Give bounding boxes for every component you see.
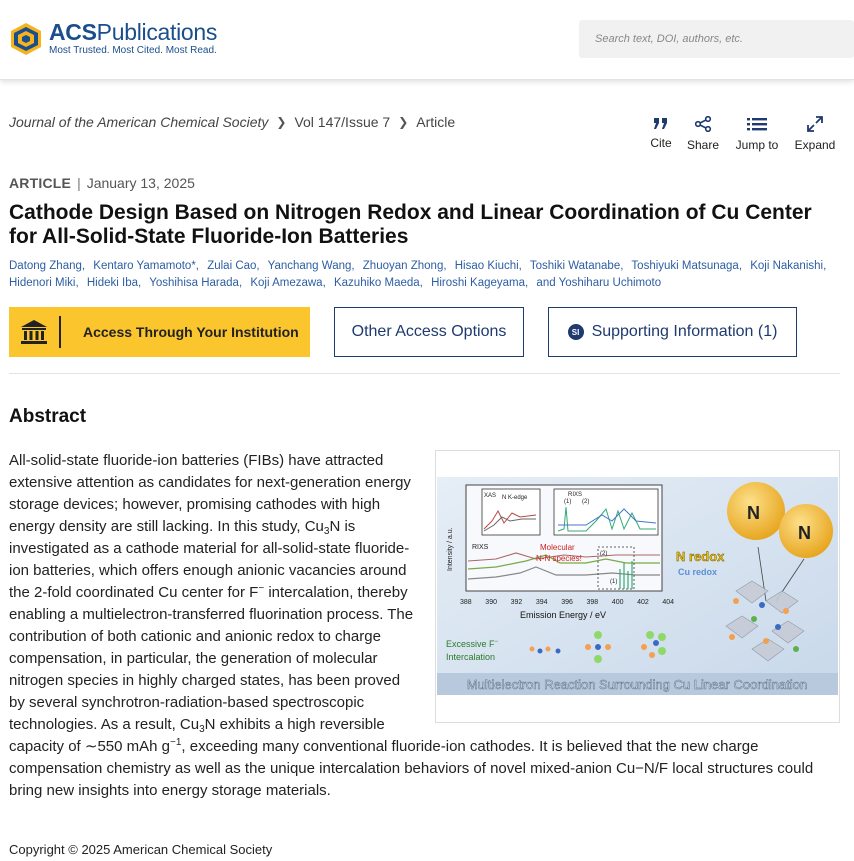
- svg-text:N: N: [747, 503, 760, 523]
- breadcrumb-journal[interactable]: Journal of the American Chemical Society: [9, 114, 269, 130]
- svg-text:XAS: XAS: [484, 493, 497, 499]
- svg-text:Cu redox: Cu redox: [678, 567, 718, 577]
- author-link[interactable]: and Yoshiharu Uchimoto: [536, 277, 662, 289]
- author-link[interactable]: Toshiyuki Matsunaga,: [631, 260, 743, 272]
- breadcrumb-issue[interactable]: Vol 147/Issue 7: [294, 114, 391, 130]
- jump-to-label: Jump to: [735, 138, 779, 152]
- svg-text:Molecular: Molecular: [540, 543, 575, 552]
- author-link[interactable]: Hidenori Miki,: [9, 277, 79, 289]
- author-link[interactable]: Hideki Iba,: [86, 277, 142, 289]
- quote-icon: [653, 116, 669, 130]
- tick-label: 400: [611, 599, 624, 606]
- chevron-right-icon: ❯: [398, 115, 409, 129]
- tick-label: 398: [586, 599, 599, 606]
- author-link[interactable]: Toshiki Watanabe,: [529, 260, 624, 272]
- author-link[interactable]: Hiroshi Kageyama,: [431, 277, 529, 289]
- site-header: [0, 0, 854, 80]
- svg-text:N: N: [798, 523, 811, 543]
- svg-text:(1): (1): [564, 499, 572, 505]
- author-link[interactable]: Kazuhiko Maeda,: [333, 277, 423, 289]
- other-access-label: Other Access Options: [351, 323, 507, 340]
- tick-label: 388: [460, 599, 472, 606]
- svg-text:Intercalation: Intercalation: [446, 652, 496, 662]
- supporting-info-label: Supporting Information (1): [591, 323, 778, 340]
- jump-to-button[interactable]: [734, 116, 780, 152]
- institution-icon: [20, 319, 48, 345]
- expand-label: Expand: [794, 138, 836, 152]
- svg-text:Emission Energy / eV: Emission Energy / eV: [520, 610, 607, 620]
- svg-text:N K-edge: N K-edge: [502, 495, 528, 501]
- svg-text:Intensity / a.u.: Intensity / a.u.: [447, 527, 454, 571]
- tick-label: 392: [510, 599, 523, 606]
- abstract-text: All-solid-state fluoride-ion batteries (FIBs) have attracted extensive attention as candidates for next-generation energy storage devices; however, promising cathodes with high energy density are still lacking. In this study, $Cu_3N$ is investigated as a cathode material for all-solid-state fluoride-ion batteries, which offers enough anionic vacancies around the 2-fold coordinated Cu center for F− intercalation, thereby enabling a multielectron-transferred fluorination process. The contribution of both cationic and anionic redox to charge compensation, in particular, the generation of molecular nitrogen species in highly charged states, has been proved by several synchrotron-radiation-based spectroscopic technologies. As a result, $Cu_3N$ exhibits a high reversible capacity of ∼550 mAh $g^{-1}$, exceeding many conventional fluoride-ion cathodes. It is believed that the new charge compensation chemistry as well as the unique intercalation behaviors of novel mixed-anion Cu−N/F local structures could bring new insights into energy storage materials.: [9, 452, 814, 799]
- author-link[interactable]: Kentaro Yamamoto*,: [93, 260, 199, 272]
- list-icon: [746, 116, 768, 132]
- svg-text:N-N species!: N-N species!: [536, 554, 582, 563]
- svg-text:N redox: N redox: [676, 549, 725, 564]
- expand-icon: [806, 116, 824, 132]
- article-type: ARTICLE: [9, 175, 72, 191]
- breadcrumb-section: Article: [416, 114, 456, 130]
- breadcrumb: [9, 114, 455, 130]
- share-icon: [693, 116, 713, 132]
- tick-label: 396: [561, 599, 573, 606]
- svg-text:RIXS: RIXS: [472, 544, 489, 551]
- tick-label: 402: [637, 599, 649, 606]
- article-title: Cathode Design Based on Nitrogen Redox and Linear Coordination of Cu Center for All-Solid-State Fluoride-Ion Batteries: [9, 201, 812, 248]
- chevron-right-icon: ❯: [276, 115, 287, 129]
- share-button[interactable]: [686, 116, 720, 152]
- share-label: Share: [686, 138, 720, 152]
- svg-text:Multielectron Reaction Surroun: Multielectron Reaction Surrounding Cu Linear Coordination: [466, 677, 808, 692]
- author-link[interactable]: Koji Nakanishi,: [750, 260, 827, 272]
- access-institution-label: Access Through Your Institution: [83, 324, 299, 340]
- svg-text:Excessive F−: Excessive F−: [446, 639, 499, 649]
- search-box[interactable]: [579, 20, 854, 58]
- acs-hexagon-icon: [8, 21, 44, 57]
- toc-graphic-image: [436, 451, 839, 722]
- tick-label: 390: [485, 599, 497, 606]
- divider: [9, 373, 840, 374]
- svg-text:(1): (1): [610, 579, 618, 585]
- article-tools: [640, 116, 840, 156]
- svg-text:(2): (2): [582, 499, 590, 505]
- article-meta: ARTICLE | January 13, 2025: [9, 175, 195, 191]
- svg-text:RIXS: RIXS: [568, 492, 583, 498]
- author-link[interactable]: Koji Amezawa,: [250, 277, 326, 289]
- cite-button[interactable]: [650, 116, 672, 150]
- access-institution-button[interactable]: [9, 307, 310, 357]
- si-icon: SI: [568, 324, 584, 340]
- supporting-info-button[interactable]: [548, 307, 797, 357]
- search-input[interactable]: [595, 33, 838, 45]
- author-link[interactable]: Datong Zhang,: [9, 260, 86, 272]
- author-list: [9, 258, 839, 292]
- brand-tagline: Most Trusted. Most Cited. Most Read.: [49, 45, 217, 56]
- acs-logo[interactable]: [8, 20, 217, 57]
- abstract-heading: Abstract: [9, 406, 87, 427]
- other-access-button[interactable]: [334, 307, 524, 357]
- tick-label: 394: [535, 599, 548, 606]
- copyright: Copyright © 2025 American Chemical Society: [9, 842, 273, 857]
- author-link[interactable]: Yanchang Wang,: [267, 260, 355, 272]
- author-link[interactable]: Yoshihisa Harada,: [149, 277, 243, 289]
- cite-label: Cite: [650, 136, 672, 150]
- publish-date: January 13, 2025: [86, 175, 195, 191]
- toc-graphic[interactable]: [435, 450, 840, 723]
- svg-text:(2): (2): [600, 551, 608, 557]
- author-link[interactable]: Zhuoyan Zhong,: [362, 260, 447, 272]
- author-link[interactable]: Hisao Kiuchi,: [454, 260, 522, 272]
- tick-label: 404: [662, 599, 675, 606]
- brand-name: ACSPublications: [49, 19, 218, 45]
- expand-button[interactable]: [794, 116, 836, 152]
- author-link[interactable]: Zulai Cao,: [207, 260, 260, 272]
